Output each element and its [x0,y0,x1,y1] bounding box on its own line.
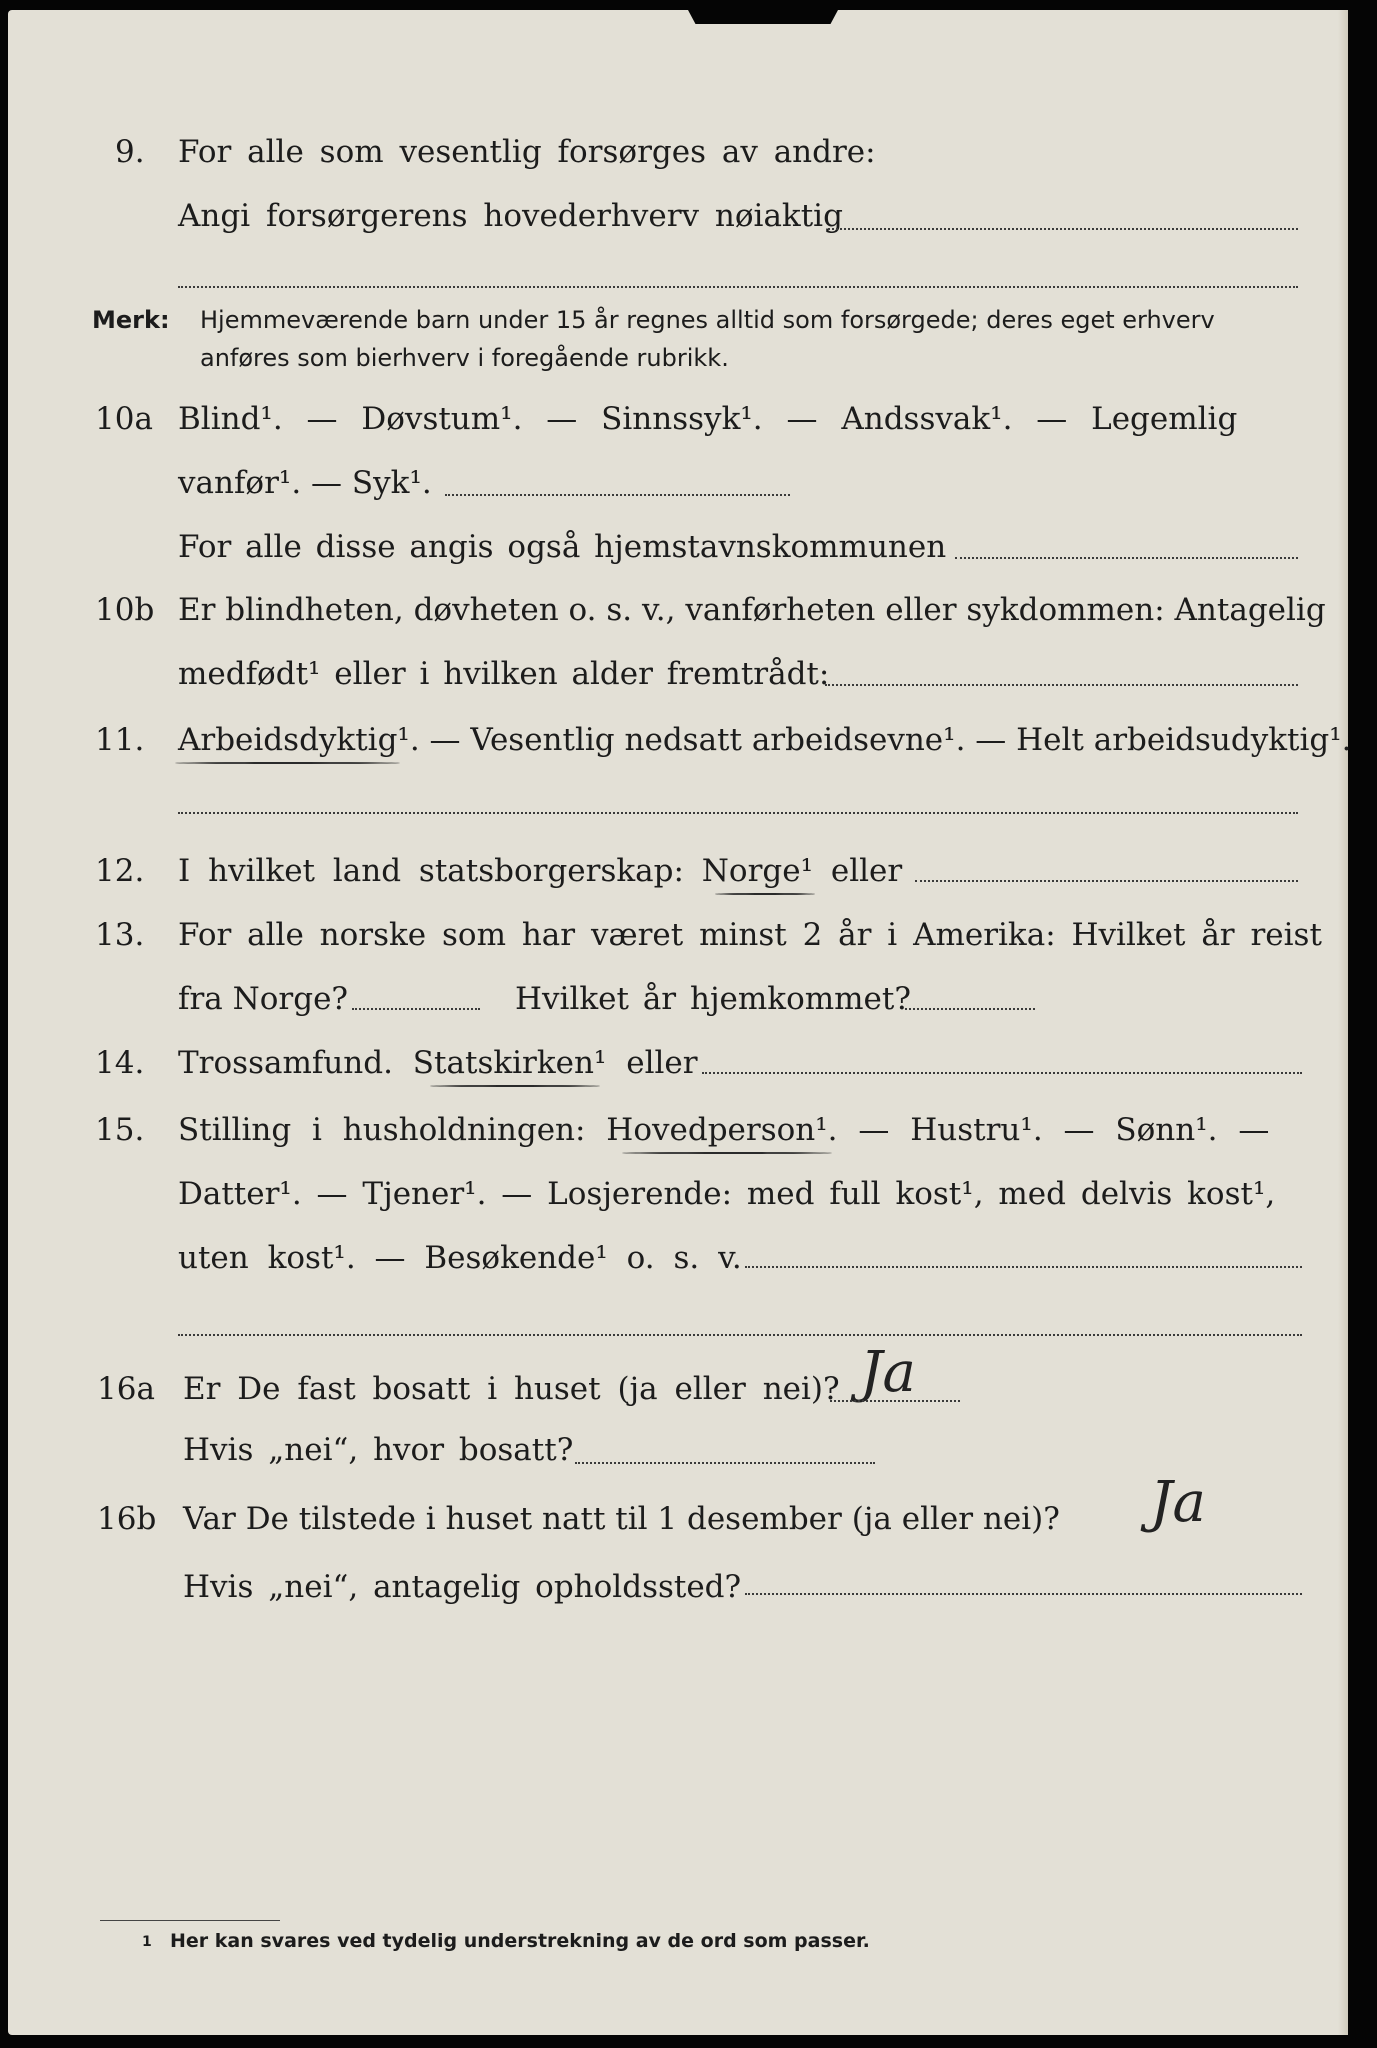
answer-line[interactable] [828,228,1298,230]
question-text: Var De tilstede i huset natt til 1 desember (ja eller nei)? [183,1501,1060,1537]
answer-line[interactable] [178,812,1298,814]
merk-text: anføres som bierhverv i foregående rubrikk. [200,344,729,372]
question-text: Hvilket år hjemkommet? [515,981,911,1017]
question-text: vanfør¹. — Syk¹. [178,465,432,501]
answer-line[interactable] [905,1008,1035,1010]
underline-mark [430,1085,600,1087]
page-edge [1338,10,1348,2035]
page-notch [688,10,838,24]
underline-mark [175,762,400,764]
question-text: Er blindheten, døvheten o. s. v., vanførheten eller sykdommen: Antagelig [178,592,1326,628]
merk-text: Hjemmeværende barn under 15 år regnes alltid som forsørgede; deres eget erhverv [200,306,1215,334]
question-text: medfødt¹ eller i hvilken alder fremtrådt: [178,656,830,692]
question-text: Blind¹. — Døvstum¹. — Sinnssyk¹. — Andssvak¹. — Legemlig [178,401,1238,437]
question-number: 12. [95,853,145,889]
question-number: 11. [95,722,145,758]
question-text: fra Norge? [178,981,349,1017]
underline-mark [622,1152,832,1154]
question-text: For alle norske som har været minst 2 år i Amerika: Hvilket år reist [178,917,1322,953]
answer-line[interactable] [352,1008,480,1010]
answer-line[interactable] [955,557,1298,559]
question-text: For alle disse angis også hjemstavnskommunen [178,529,947,565]
answer-line[interactable] [830,1400,960,1402]
question-number: 14. [95,1045,145,1081]
answer-line[interactable] [745,1266,1302,1268]
question-text: I hvilket land statsborgerskap: Norge¹ eller [178,853,903,889]
question-number: 16b [97,1501,157,1537]
question-number: 10b [95,592,155,628]
question-text: Datter¹. — Tjener¹. — Losjerende: med full kost¹, med delvis kost¹, [178,1176,1276,1212]
handwritten-answer: Ja [1150,1470,1206,1535]
question-text: Arbeidsdyktig¹. — Vesentlig nedsatt arbeidsevne¹. — Helt arbeidsudyktig¹. [178,722,1352,758]
answer-line[interactable] [915,880,1298,882]
underline-mark [715,893,815,895]
question-text: Hvis „nei“, antagelig opholdssted? [183,1569,742,1605]
answer-line[interactable] [445,494,790,496]
question-text: Trossamfund. Statskirken¹ eller [178,1045,698,1081]
answer-line[interactable] [575,1462,875,1464]
merk-label: Merk: [92,306,170,334]
handwritten-answer: Ja [860,1340,916,1405]
footnote-text: Her kan svares ved tydelig understrekning av de ord som passer. [170,1930,870,1952]
answer-line[interactable] [745,1593,1302,1595]
answer-line[interactable] [178,286,1298,288]
question-number: 9. [115,134,145,170]
question-text: uten kost¹. — Besøkende¹ o. s. v. [178,1240,742,1276]
question-text: Stilling i husholdningen: Hovedperson¹. — Hustru¹. — Sønn¹. — [178,1112,1270,1148]
question-number: 10a [95,401,153,437]
answer-line[interactable] [702,1072,1302,1074]
question-number: 13. [95,917,145,953]
footnote-mark: 1 [142,1934,152,1950]
question-text: Er De fast bosatt i huset (ja eller nei)? [183,1371,840,1407]
question-text: Hvis „nei“, hvor bosatt? [183,1432,574,1468]
footnote-divider [100,1920,280,1921]
question-number: 15. [95,1112,145,1148]
answer-line[interactable] [178,1334,1302,1336]
answer-line[interactable] [825,684,1298,686]
question-text: For alle som vesentlig forsørges av andre: [178,134,876,170]
question-number: 16a [97,1371,155,1407]
question-text: Angi forsørgerens hovederhverv nøiaktig [178,198,843,234]
